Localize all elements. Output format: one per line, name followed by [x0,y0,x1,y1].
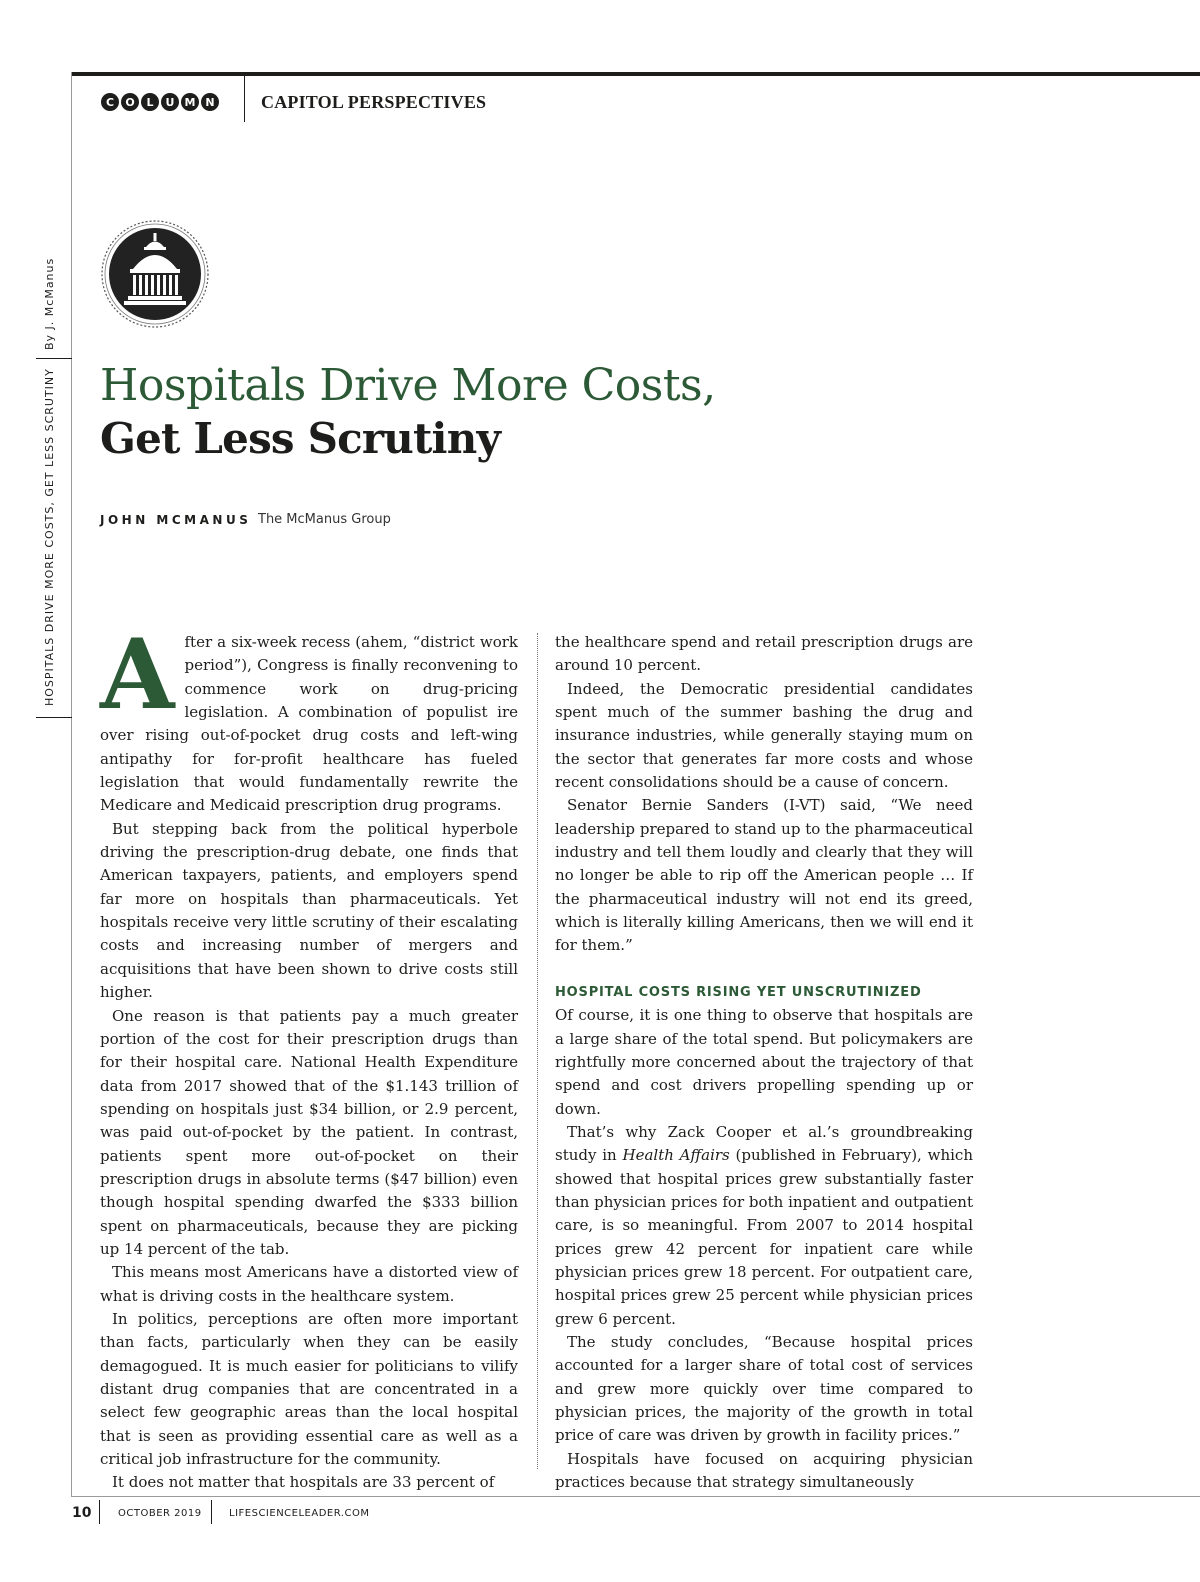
column-letter: C [101,93,119,111]
paragraph: Indeed, the Democratic presidential candidates spent much of the summer bashing the drug and insurance industries, while generally staying mum on the sector that generates far more costs and whose recent consolidations should be a cause of concern. [555,679,973,792]
paragraph: Of course, it is one thing to observe that hospitals are a large share of the total spend. But policymakers are rightfully more concerned about the trajectory of that spend and cost drivers propelling spending up or down. [555,1006,973,1118]
sidebar-separator [36,358,72,359]
paragraph: The study concludes, “Because hospital prices accounted for a larger share of total cost of services and grew more quickly over time compared to physician prices, the majority of the growth in total price of care was driven by growth in facility prices.” [555,1332,973,1445]
journal-name: Health Affairs [622,1146,730,1165]
paragraph: One reason is that patients pay a much greater portion of the cost for their prescription drugs than for their hospital care. National Health Expenditure data from 2017 showed that of the $1.143 trillion of spending on hospitals just $34 billion, or 2.9 percent, was paid out-of-pocket by the patient. In contrast, patients spent more out-of-pocket on their prescription drugs in absolute terms ($47 billion) even though hospital spending dwarfed the $333 billion spent on pharmaceuticals, because they are picking up 14 percent of the tab. [100,1006,518,1258]
footer-divider [211,1500,212,1524]
paragraph: Senator Bernie Sanders (I-VT) said, “We need leadership prepared to stand up to the pharmaceutical industry and tell them loudly and clearly that they will no longer be able to rip off the American people … If the pharmaceutical industry will not end its greed, which is literally killing Americans, then we will end it for them.” [555,796,973,955]
left-margin-rule [71,72,72,1496]
column-letter: N [201,93,219,111]
paragraph: This means most Americans have a distorted view of what is driving costs in the healthcare system. [100,1263,518,1305]
sidebar-running-title: HOSPITALS DRIVE MORE COSTS, GET LESS SCRUTINY [43,368,56,706]
sidebar-separator [36,717,72,718]
paragraph: It does not matter that hospitals are 33 percent of [112,1473,495,1492]
paragraph: Hospitals have focused on acquiring physician practices because that strategy simultaneously [555,1449,973,1492]
drop-cap: A [100,618,175,731]
column-letter: U [161,93,179,111]
issue-date: OCTOBER 2019 [118,1508,202,1519]
section-name: CAPITOL PERSPECTIVES [261,92,487,112]
header-divider [244,72,245,122]
author-affiliation: The McManus Group [258,512,391,527]
column-letter: O [121,93,139,111]
column-letter: M [181,93,199,111]
subheading: HOSPITAL COSTS RISING YET UNSCRUTINIZED [555,984,922,1000]
page-number: 10 [72,1505,92,1521]
column-divider [537,633,538,1469]
paragraph: fter a six-week recess (ahem, “district work period”), Congress is finally reconvening to commence work on drug-pricing legislation. A combination of populist ire over rising out-of-pocket drug costs and left-wing antipathy for for-profit healthcare has fueled legislation that would fundamentally rewrite the Medicare and Medicaid prescription drug programs. [100,633,518,815]
article-title-line-2: Get Less Scrutiny [100,414,501,463]
paragraph-text: That’s why Zack Cooper et al.’s groundbreaking study in [555,1122,973,1165]
article-column-1 [100,618,518,1492]
paragraph: In politics, perceptions are often more important than facts, particularly when they can be easily demagogued. It is much easier for politicians to vilify distant drug companies that are concentrated in a select few geographic areas than the local hospital that is seen as providing essential care as well as a critical job infrastructure for the community. [100,1309,518,1469]
column-label [101,93,219,111]
paragraph: But stepping back from the political hyperbole driving the prescription-drug debate, one finds that American taxpayers, patients, and employers spend far more on hospitals than pharmaceuticals. Yet hospitals receive very little scrutiny of their escalating costs and increasing number of mergers and acquisitions that have been shown to drive costs still higher. [100,819,518,1002]
column-letter: L [141,93,159,111]
website: LIFESCIENCELEADER.COM [229,1508,370,1519]
article-column-2 [555,631,973,1492]
article-title-line-1: Hospitals Drive More Costs, [100,360,716,411]
top-rule [72,72,1200,76]
paragraph: the healthcare spend and retail prescription drugs are around 10 percent. [555,633,973,675]
footer-divider [99,1500,100,1524]
capitol-dome-icon [100,219,210,329]
author-name: JOHN MCMANUS [100,513,252,527]
paragraph [555,1121,973,1331]
footer-rule [71,1496,1200,1497]
sidebar-byline: By J. McManus [43,257,56,350]
paragraph-text: (published in February), which showed that hospital prices grew substantially faster than physician prices for both inpatient and outpatient care, is so meaningful. From 2007 to 2014 hospital prices grew 42 percent for inpatient care while physician prices grew 18 percent. For outpatient care, hospital prices grew 25 percent while physician prices grew 6 percent. [555,1146,973,1328]
